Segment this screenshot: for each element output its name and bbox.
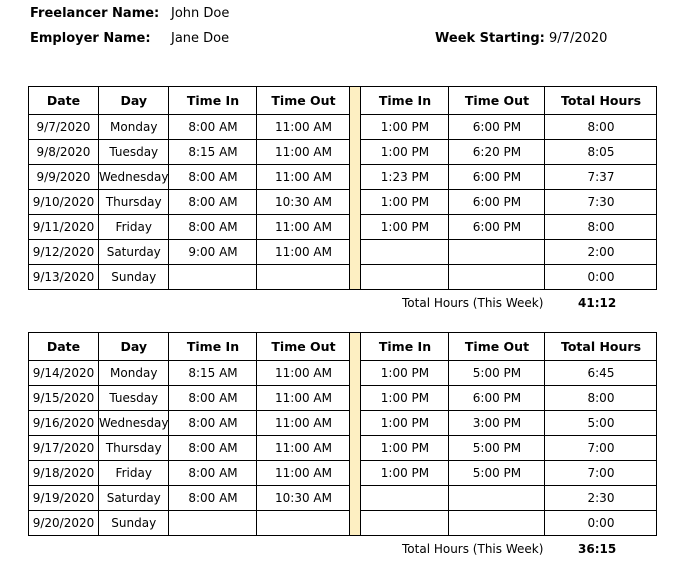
cell-date: 9/19/2020 [29, 486, 99, 511]
cell-date: 9/15/2020 [29, 386, 99, 411]
table-row [29, 461, 657, 486]
cell-time-out-am: 10:30 AM [257, 190, 350, 215]
table-row [29, 411, 657, 436]
cell-time-out-pm: 3:00 PM [449, 411, 545, 436]
cell-time-in-am: 8:00 AM [169, 190, 257, 215]
cell-time-out-pm: 6:00 PM [449, 115, 545, 140]
table-header-row [29, 87, 657, 115]
cell-time-out-pm: 6:00 PM [449, 190, 545, 215]
cell-time-in-pm [361, 486, 449, 511]
cell-total-hours: 7:00 [545, 461, 657, 486]
cell-time-in-am: 8:00 AM [169, 215, 257, 240]
table-row [29, 386, 657, 411]
cell-date: 9/20/2020 [29, 511, 99, 536]
cell-time-in-pm: 1:00 PM [361, 140, 449, 165]
cell-time-out-pm: 5:00 PM [449, 436, 545, 461]
table-row [29, 511, 657, 536]
cell-total-hours: 5:00 [545, 411, 657, 436]
table-row [29, 140, 657, 165]
table-row [29, 361, 657, 386]
cell-day: Tuesday [99, 140, 169, 165]
cell-time-in-am: 8:00 AM [169, 165, 257, 190]
lunch-separator [350, 87, 361, 290]
cell-time-out-pm: 6:00 PM [449, 215, 545, 240]
cell-day: Sunday [99, 511, 169, 536]
cell-total-hours: 0:00 [545, 265, 657, 290]
weekly-total-label: Total Hours (This Week) [402, 542, 544, 556]
cell-time-in-am: 8:00 AM [169, 386, 257, 411]
cell-time-out-am: 11:00 AM [257, 165, 350, 190]
cell-date: 9/18/2020 [29, 461, 99, 486]
cell-time-in-pm: 1:00 PM [361, 436, 449, 461]
employer-label: Employer Name: [30, 31, 151, 46]
column-header-time-out-am: Time Out [257, 333, 350, 361]
cell-total-hours: 7:30 [545, 190, 657, 215]
cell-time-out-am: 11:00 AM [257, 215, 350, 240]
cell-time-out-am: 11:00 AM [257, 436, 350, 461]
week-starting-row [435, 31, 607, 46]
cell-time-out-pm [449, 265, 545, 290]
cell-time-out-am: 11:00 AM [257, 461, 350, 486]
freelancer-label: Freelancer Name: [30, 6, 160, 21]
cell-total-hours: 8:00 [545, 115, 657, 140]
cell-date: 9/13/2020 [29, 265, 99, 290]
cell-time-in-pm: 1:00 PM [361, 215, 449, 240]
cell-day: Wednesday [99, 411, 169, 436]
column-header-time-in-am: Time In [169, 87, 257, 115]
cell-day: Thursday [99, 190, 169, 215]
cell-time-out-am: 10:30 AM [257, 486, 350, 511]
cell-total-hours: 7:37 [545, 165, 657, 190]
cell-day: Monday [99, 115, 169, 140]
lunch-separator [350, 333, 361, 536]
column-header-day: Day [99, 333, 169, 361]
cell-date: 9/8/2020 [29, 140, 99, 165]
cell-time-in-pm: 1:00 PM [361, 361, 449, 386]
cell-time-in-pm: 1:00 PM [361, 411, 449, 436]
cell-time-in-pm [361, 265, 449, 290]
cell-time-in-am [169, 265, 257, 290]
cell-time-in-am: 8:15 AM [169, 361, 257, 386]
table-row [29, 265, 657, 290]
cell-day: Friday [99, 461, 169, 486]
cell-time-out-am: 11:00 AM [257, 140, 350, 165]
column-header-time-in-am: Time In [169, 333, 257, 361]
cell-total-hours: 8:05 [545, 140, 657, 165]
cell-day: Sunday [99, 265, 169, 290]
cell-time-in-pm [361, 511, 449, 536]
cell-date: 9/9/2020 [29, 165, 99, 190]
cell-time-in-am: 8:00 AM [169, 461, 257, 486]
cell-day: Wednesday [99, 165, 169, 190]
table-row [29, 115, 657, 140]
table-row [29, 486, 657, 511]
cell-time-in-pm: 1:00 PM [361, 386, 449, 411]
freelancer-name-row [30, 6, 230, 21]
weekly-total-label: Total Hours (This Week) [402, 296, 544, 310]
column-header-time-out-pm: Time Out [449, 87, 545, 115]
cell-time-in-am: 8:00 AM [169, 436, 257, 461]
table-row [29, 165, 657, 190]
column-header-total-hours: Total Hours [545, 333, 657, 361]
weekly-total-value: 36:15 [578, 542, 617, 556]
employer-name-row [30, 31, 230, 46]
cell-time-out-pm: 6:00 PM [449, 165, 545, 190]
cell-time-out-pm [449, 240, 545, 265]
cell-time-in-am [169, 511, 257, 536]
cell-time-in-am: 8:15 AM [169, 140, 257, 165]
column-header-total-hours: Total Hours [545, 87, 657, 115]
cell-total-hours: 8:00 [545, 215, 657, 240]
cell-day: Tuesday [99, 386, 169, 411]
cell-total-hours: 6:45 [545, 361, 657, 386]
cell-total-hours: 2:00 [545, 240, 657, 265]
cell-date: 9/10/2020 [29, 190, 99, 215]
week-starting-label: Week Starting: [435, 31, 545, 46]
cell-day: Saturday [99, 240, 169, 265]
cell-total-hours: 8:00 [545, 386, 657, 411]
cell-time-out-am: 11:00 AM [257, 386, 350, 411]
employer-value: Jane Doe [171, 31, 230, 46]
cell-time-in-am: 8:00 AM [169, 115, 257, 140]
cell-time-out-am: 11:00 AM [257, 240, 350, 265]
table-row [29, 240, 657, 265]
cell-time-in-am: 8:00 AM [169, 411, 257, 436]
column-header-time-in-pm: Time In [361, 333, 449, 361]
week-starting-value: 9/7/2020 [549, 31, 608, 46]
table-header-row [29, 333, 657, 361]
cell-time-out-pm [449, 511, 545, 536]
table-row [29, 436, 657, 461]
cell-time-out-pm: 5:00 PM [449, 361, 545, 386]
cell-time-in-am: 9:00 AM [169, 240, 257, 265]
table-row [29, 190, 657, 215]
column-header-date: Date [29, 333, 99, 361]
cell-time-out-am: 11:00 AM [257, 115, 350, 140]
timesheet-table-week-1 [28, 86, 657, 290]
freelancer-value: John Doe [171, 6, 230, 21]
cell-date: 9/7/2020 [29, 115, 99, 140]
cell-total-hours: 2:30 [545, 486, 657, 511]
cell-time-out-pm: 5:00 PM [449, 461, 545, 486]
cell-date: 9/11/2020 [29, 215, 99, 240]
cell-time-in-pm: 1:23 PM [361, 165, 449, 190]
cell-day: Saturday [99, 486, 169, 511]
cell-day: Friday [99, 215, 169, 240]
cell-time-out-am [257, 265, 350, 290]
cell-day: Monday [99, 361, 169, 386]
cell-time-out-am: 11:00 AM [257, 411, 350, 436]
column-header-day: Day [99, 87, 169, 115]
column-header-time-out-am: Time Out [257, 87, 350, 115]
cell-time-in-pm: 1:00 PM [361, 115, 449, 140]
cell-date: 9/16/2020 [29, 411, 99, 436]
cell-date: 9/12/2020 [29, 240, 99, 265]
cell-time-out-pm [449, 486, 545, 511]
cell-time-in-pm: 1:00 PM [361, 190, 449, 215]
column-header-date: Date [29, 87, 99, 115]
cell-time-in-pm [361, 240, 449, 265]
cell-total-hours: 0:00 [545, 511, 657, 536]
cell-date: 9/14/2020 [29, 361, 99, 386]
timesheet-table-week-2 [28, 332, 657, 536]
cell-time-out-am [257, 511, 350, 536]
cell-time-in-pm: 1:00 PM [361, 461, 449, 486]
column-header-time-out-pm: Time Out [449, 333, 545, 361]
cell-total-hours: 7:00 [545, 436, 657, 461]
column-header-time-in-pm: Time In [361, 87, 449, 115]
cell-time-out-pm: 6:20 PM [449, 140, 545, 165]
cell-time-in-am: 8:00 AM [169, 486, 257, 511]
cell-date: 9/17/2020 [29, 436, 99, 461]
cell-time-out-pm: 6:00 PM [449, 386, 545, 411]
weekly-total-value: 41:12 [578, 296, 617, 310]
cell-day: Thursday [99, 436, 169, 461]
table-row [29, 215, 657, 240]
cell-time-out-am: 11:00 AM [257, 361, 350, 386]
